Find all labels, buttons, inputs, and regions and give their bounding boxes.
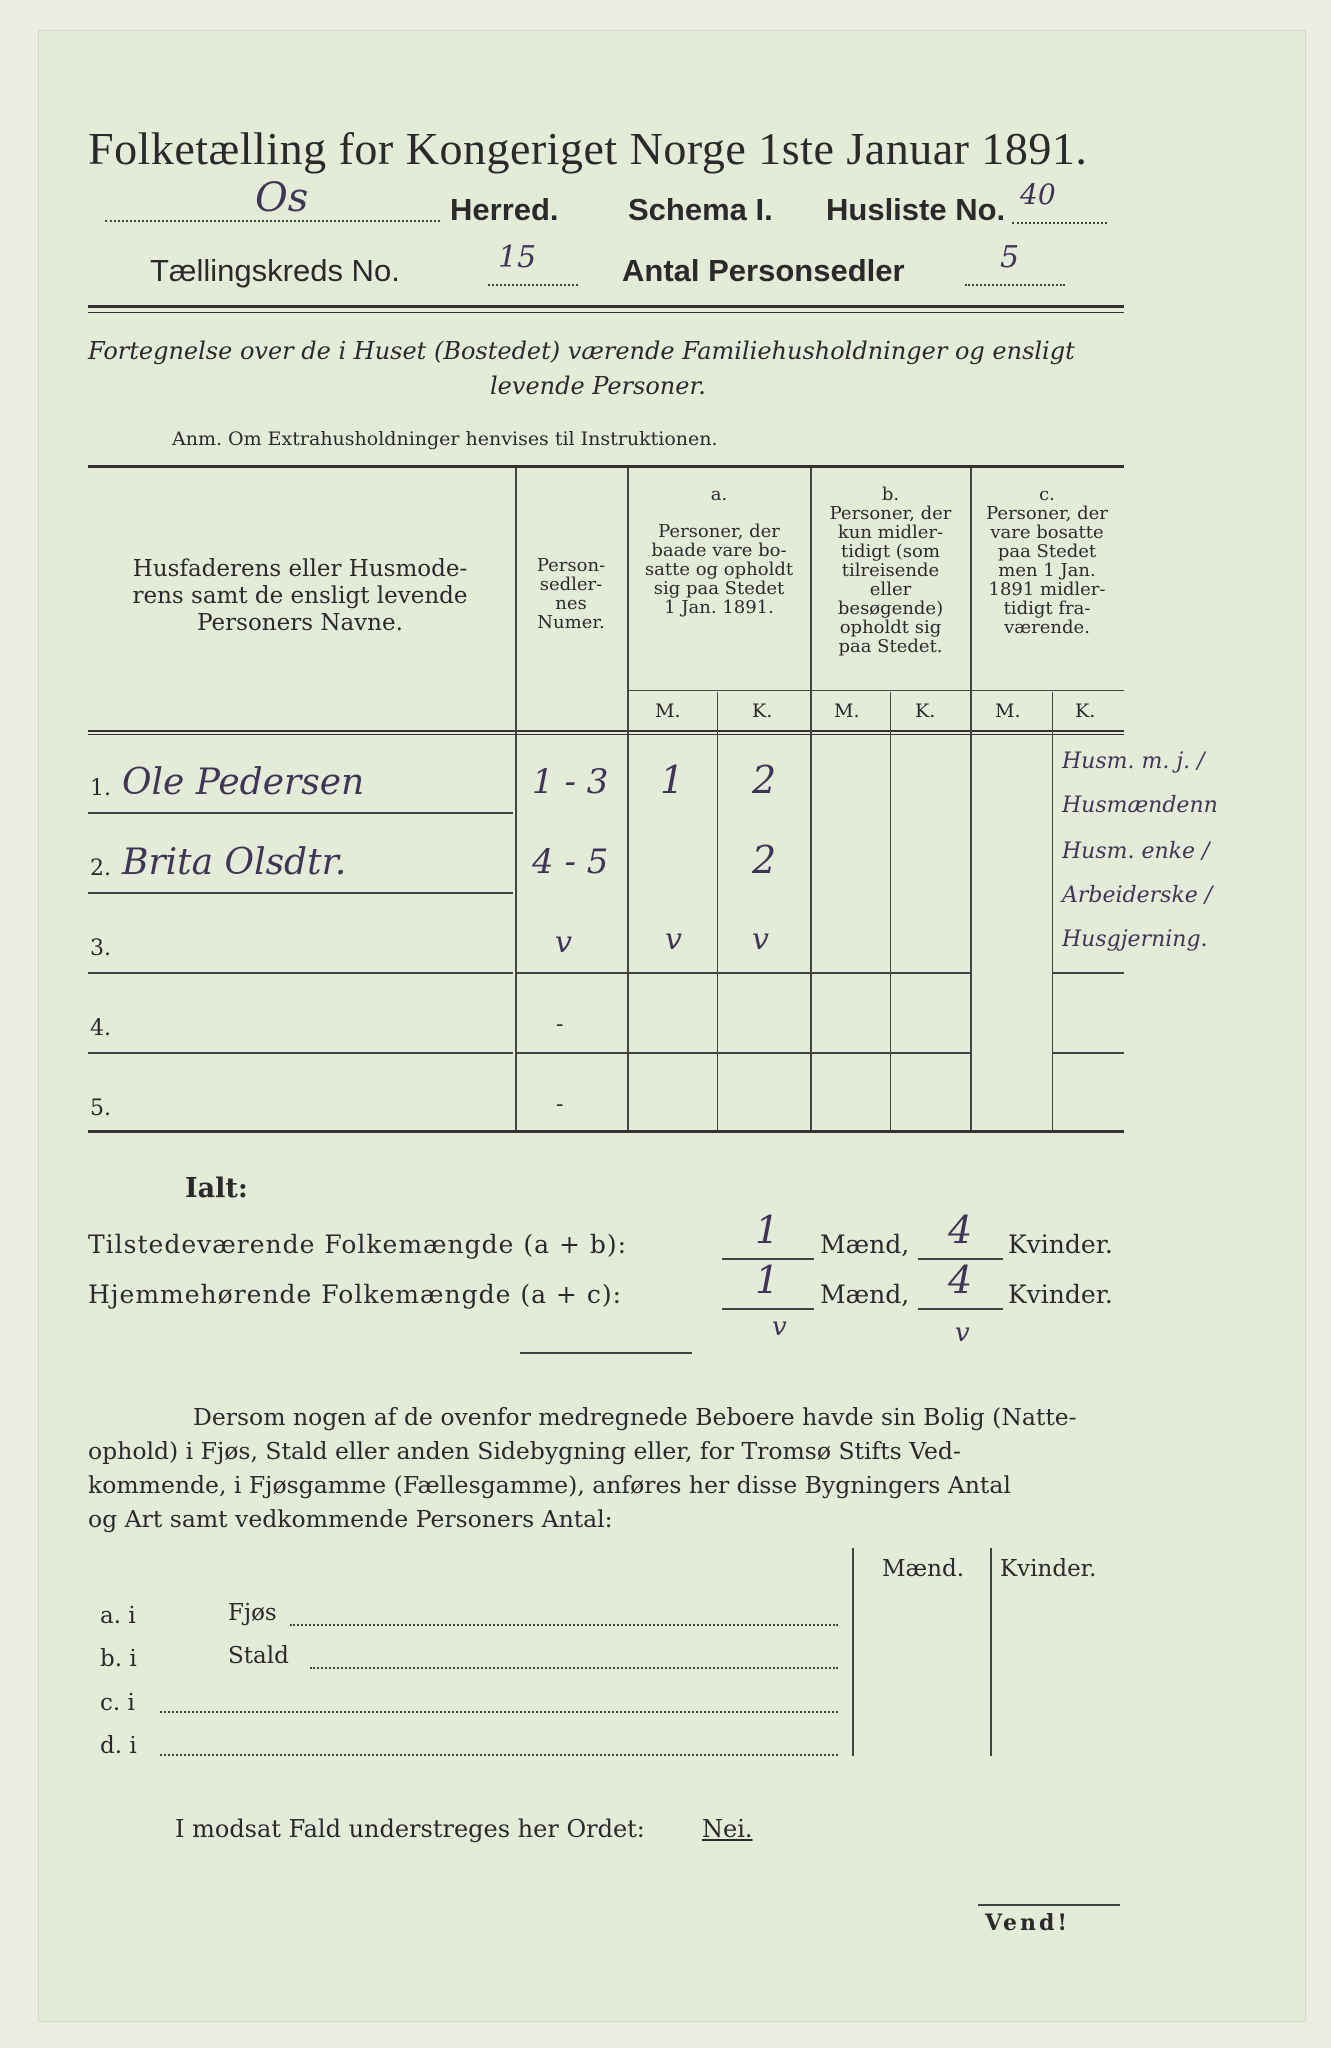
col-header-line: værende. [1004, 617, 1090, 638]
col-header-line: Personer, der [829, 503, 952, 524]
row-number: 1. [90, 776, 111, 801]
herred-value: Os [255, 175, 309, 221]
col-header-name-line: Personers Navne. [197, 610, 403, 636]
buildings-col-divider [990, 1548, 992, 1756]
col-header-line: nes [555, 593, 587, 614]
col-header-line: eller [869, 579, 912, 600]
building-dots [290, 1624, 838, 1626]
col-header-line: Person- [536, 555, 606, 576]
col-header-line: tidigt fra- [1003, 598, 1091, 619]
paragraph-line: og Art samt vedkommende Personers Antal: [88, 1505, 613, 1533]
col-header-name-line: rens samt de ensligt levende [132, 583, 468, 609]
header-rule-thin [88, 312, 1124, 313]
col-header-line: opholdt sig [839, 617, 942, 638]
nei-word: Nei. [702, 1815, 753, 1843]
m-label-c: M. [995, 700, 1021, 722]
col-header-line: sedler- [539, 574, 603, 595]
row-num: - [556, 1092, 564, 1117]
header-rule [88, 305, 1124, 308]
table-bottom-rule [88, 1130, 1124, 1133]
hjemme-k-line [918, 1308, 1003, 1310]
col-header-line: sig paa Stedet [653, 578, 785, 599]
row-a-k: v [752, 922, 769, 957]
mk-rule [627, 690, 1124, 691]
row-line [515, 972, 970, 974]
col-header-line: 1891 midler- [988, 579, 1106, 600]
census-form-page [38, 30, 1306, 2022]
col-header-line: vare bosatte [990, 522, 1104, 543]
antal-dotted-line [965, 284, 1065, 286]
row-num: 1 - 3 [532, 762, 609, 802]
hjemme-label: Hjemmehørende Folkemængde (a + c): [88, 1280, 622, 1309]
k-label-b: K. [915, 700, 936, 722]
intro-line-1: Fortegnelse over de i Huset (Bostedet) værende Familiehusholdninger og ensligt [88, 337, 1075, 365]
col-divider [717, 692, 718, 1130]
herred-label: Herred. [450, 192, 559, 227]
col-header-name [100, 556, 500, 637]
intro-line-2: levende Personer. [490, 372, 706, 400]
ialt-label: Ialt: [185, 1173, 248, 1204]
col-header-line: baade vare bo- [651, 540, 787, 561]
kreds-label: Tællingskreds No. [150, 253, 400, 288]
table-header-rule-thin [88, 734, 1124, 735]
tilstede-m-value: 1 [755, 1208, 780, 1252]
row-a-m: 1 [660, 758, 685, 802]
hjemme-m-line [722, 1308, 814, 1310]
antal-value: 5 [1000, 240, 1020, 275]
paragraph-line: Dersom nogen af de ovenfor medregnede Beboere havde sin Bolig (Natte- [193, 1403, 1077, 1431]
row-num: - [556, 1012, 564, 1037]
building-type: Fjøs [228, 1600, 277, 1626]
row-number: 3. [90, 936, 111, 961]
buildings-kvinder-head: Kvinder. [1000, 1556, 1097, 1582]
building-letter: d. i [100, 1733, 137, 1759]
col-header-line: kun midler- [837, 522, 944, 543]
row-line [1052, 972, 1124, 974]
kreds-value: 15 [498, 240, 537, 275]
building-type: Stald [228, 1643, 289, 1669]
col-header-letter: c. [1039, 484, 1055, 505]
row-name: Brita Olsdtr. [122, 842, 347, 883]
col-header-line: besøgende) [837, 598, 944, 619]
modsat-text: I modsat Fald understreges her Ordet: [175, 1815, 645, 1843]
row-number: 4. [90, 1016, 111, 1041]
buildings-paragraph [88, 1400, 1124, 1536]
vend-line [978, 1904, 1120, 1906]
husliste-dotted-line [1012, 222, 1107, 224]
row-line [88, 812, 513, 814]
col-divider [1052, 692, 1053, 1130]
row-a-k: 2 [752, 758, 777, 802]
col-header-line: satte og opholdt [644, 559, 794, 580]
col-header-b [812, 485, 969, 656]
row-name: Ole Pedersen [122, 762, 365, 803]
col-header-line: Numer. [537, 612, 605, 633]
col-header-line: 1 Jan. 1891. [664, 597, 774, 618]
antal-label: Antal Personsedler [622, 253, 905, 288]
col-header-line: men 1 Jan. [998, 560, 1096, 581]
col-header-name-line: Husfaderens eller Husmode- [132, 556, 468, 582]
m-label-b: M. [834, 700, 860, 722]
building-letter: c. i [100, 1690, 135, 1716]
building-dots [160, 1711, 838, 1713]
col-header-line: tilreisende [841, 560, 940, 581]
row-a-m: v [665, 922, 682, 957]
building-letter: a. i [100, 1603, 136, 1629]
row-note: Husm. enke / Arbeiderske / Husgjerning. [1062, 839, 1213, 952]
schema-label: Schema I. [628, 192, 773, 227]
building-dots [160, 1754, 838, 1756]
hjemme-maend: Mænd, [820, 1280, 910, 1309]
buildings-col-divider [852, 1548, 854, 1756]
hjemme-kvinder: Kvinder. [1008, 1280, 1113, 1309]
col-header-line: paa Stedet [997, 541, 1097, 562]
col-header-line: paa Stedet. [838, 636, 943, 657]
table-header-rule [88, 730, 1124, 732]
row-line [88, 892, 513, 894]
check-mark: v [772, 1312, 787, 1342]
col-divider [890, 692, 891, 1130]
vend-text: Vend! [985, 1910, 1071, 1936]
row-note: Husm. m. j. / Husmændenn [1062, 749, 1218, 818]
col-header-a [629, 485, 809, 617]
col-header-line: tidigt (som [841, 541, 940, 562]
tilstede-maend: Mænd, [820, 1230, 910, 1259]
row-line [88, 972, 513, 974]
hjemme-k-value: 4 [948, 1258, 973, 1302]
row-number: 5. [90, 1096, 111, 1121]
col-header-letter: b. [881, 484, 900, 505]
row-a-k: 2 [752, 838, 777, 882]
row-line [1052, 1052, 1124, 1054]
k-label-c: K. [1075, 700, 1096, 722]
anm-note: Anm. Om Extrahusholdninger henvises til Instruktionen. [172, 428, 718, 450]
hjemme-m-value: 1 [755, 1258, 780, 1302]
row-line [88, 1052, 513, 1054]
husliste-label: Husliste No. [826, 192, 1006, 227]
form-title: Folketælling for Kongeriget Norge 1ste Januar 1891. [88, 123, 1088, 174]
check-mark: v [955, 1318, 970, 1348]
husliste-value: 40 [1020, 178, 1056, 211]
col-header-c [972, 485, 1122, 637]
tilstede-kvinder: Kvinder. [1008, 1230, 1113, 1259]
k-label-a: K. [752, 700, 773, 722]
buildings-maend-head: Mænd. [882, 1556, 965, 1582]
col-header-num [517, 556, 625, 632]
col-header-line: Personer, der [658, 521, 780, 542]
col-header-line: Personer, der [986, 503, 1108, 524]
building-dots [310, 1667, 838, 1669]
row-number: 2. [90, 856, 111, 881]
kreds-dotted-line [488, 284, 578, 286]
table-top-rule [88, 465, 1124, 468]
col-header-letter: a. [710, 484, 728, 505]
row-num: 4 - 5 [532, 842, 609, 882]
separator-line [520, 1352, 692, 1354]
row-line [515, 1052, 970, 1054]
building-letter: b. i [100, 1646, 137, 1672]
paragraph-line: ophold) i Fjøs, Stald eller anden Sidebygning eller, for Tromsø Stifts Ved- [88, 1437, 961, 1465]
tilstede-k-value: 4 [948, 1208, 973, 1252]
paragraph-line: kommende, i Fjøsgamme (Fællesgamme), anføres her disse Bygningers Antal [88, 1471, 1011, 1499]
row-num: v [555, 925, 572, 960]
tilstede-label: Tilstedeværende Folkemængde (a + b): [88, 1230, 628, 1259]
m-label-a: M. [655, 700, 681, 722]
